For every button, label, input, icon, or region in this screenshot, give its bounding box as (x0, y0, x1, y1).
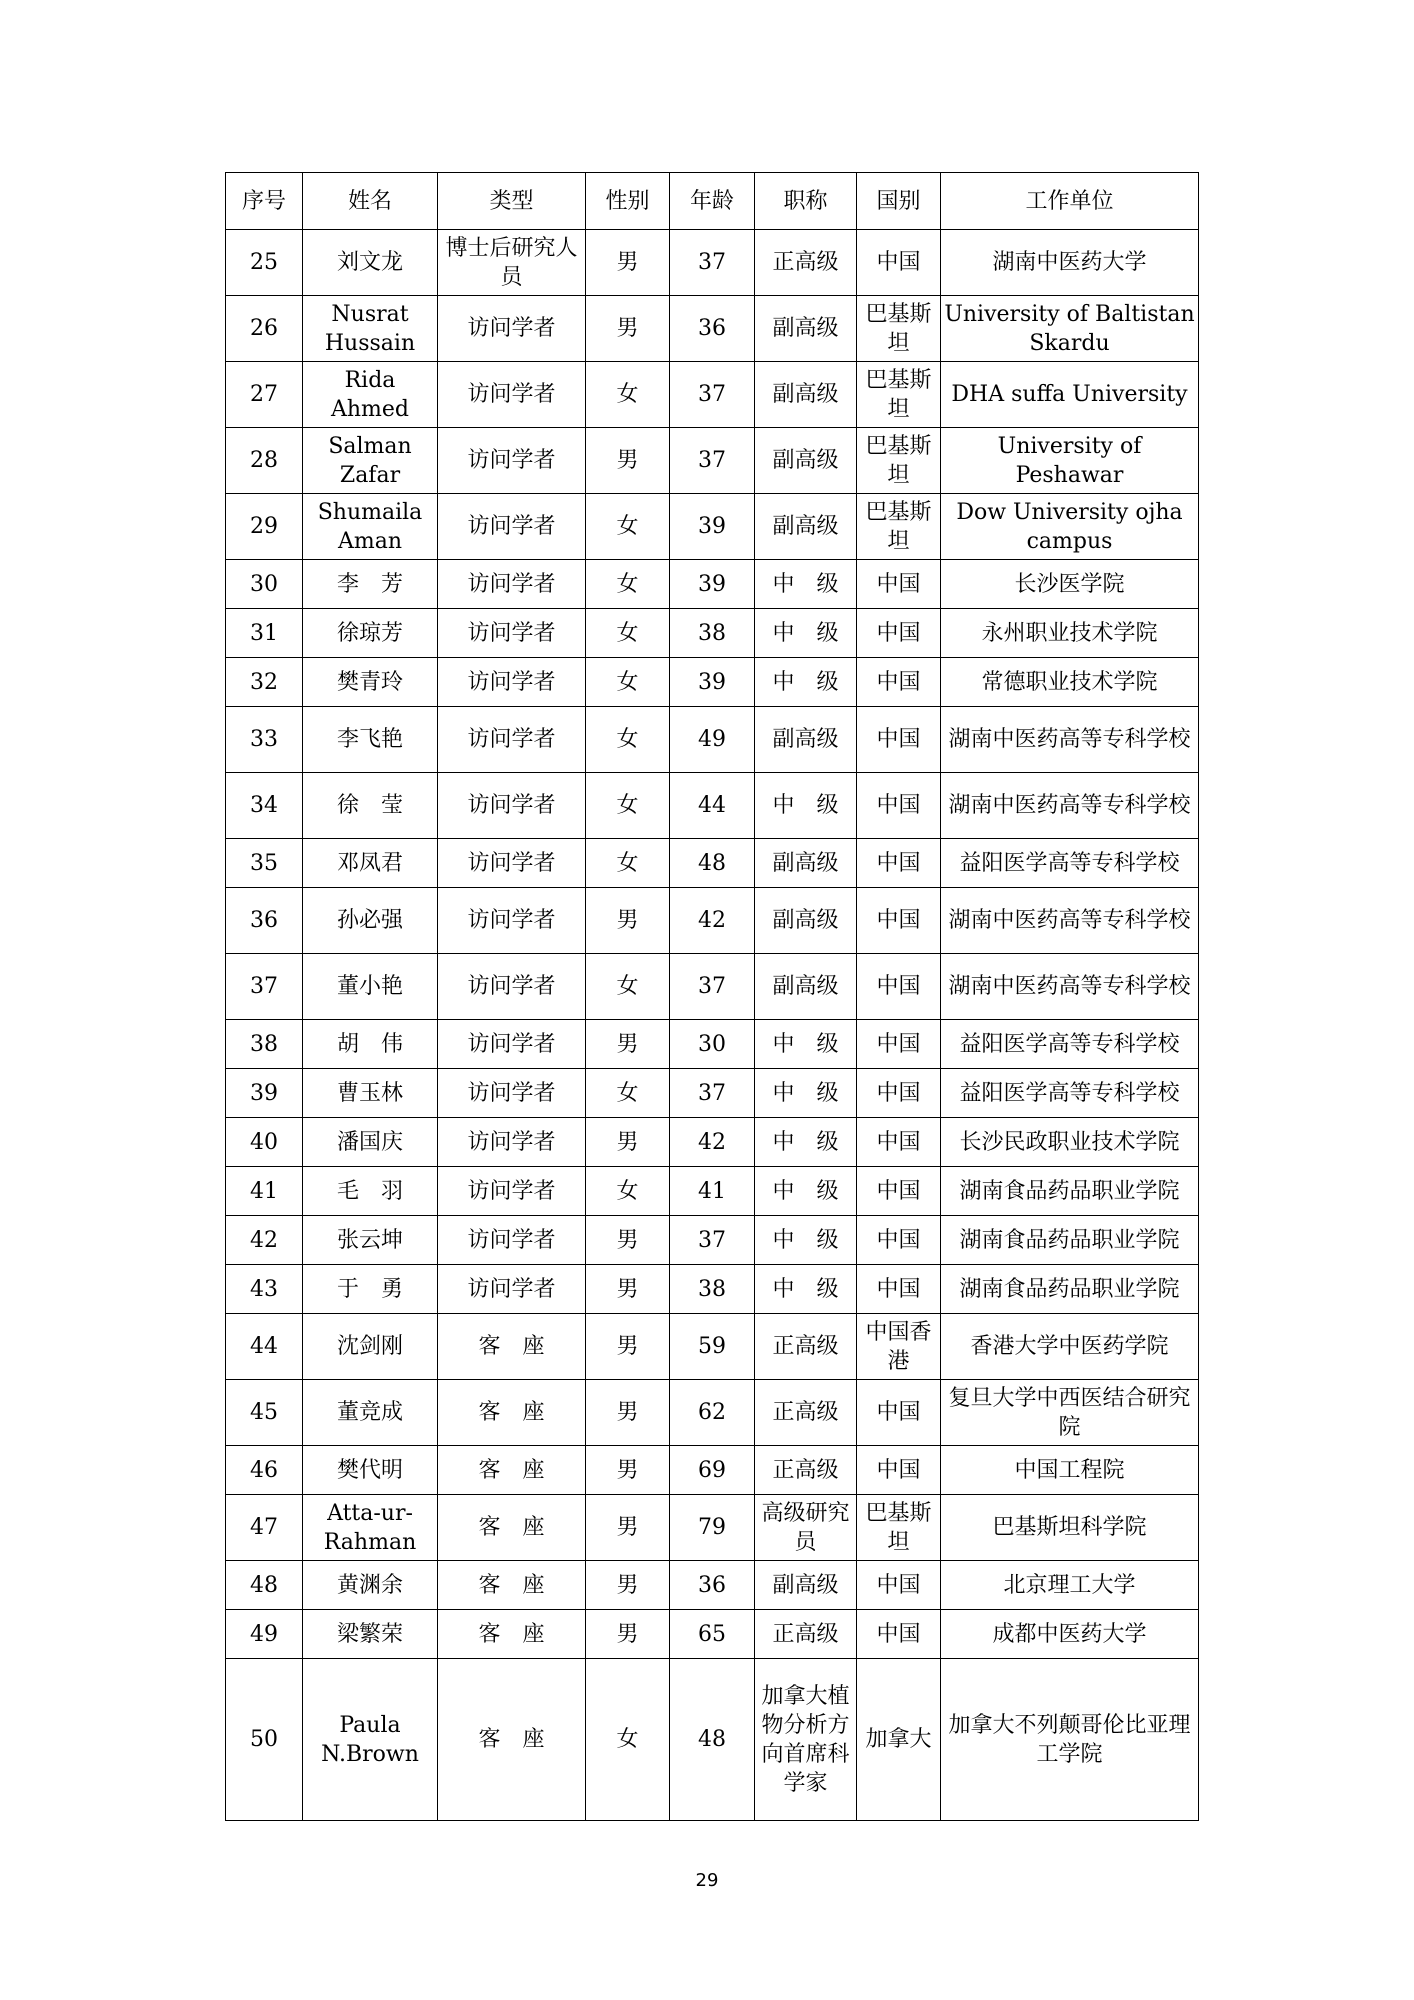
row-number-cell: 40 (226, 1118, 303, 1167)
row-title-cell: 正高级 (755, 230, 857, 296)
row-type-cell: 访问学者 (438, 1216, 586, 1265)
row-unit-cell: 长沙医学院 (941, 560, 1199, 609)
row-country-cell: 中国 (857, 1118, 941, 1167)
table-row (226, 1610, 1199, 1659)
row-type-cell: 访问学者 (438, 888, 586, 954)
row-title-cell: 副高级 (755, 296, 857, 362)
row-unit-cell: 益阳医学高等专科学校 (941, 1020, 1199, 1069)
row-age-cell: 39 (670, 658, 755, 707)
row-number-cell: 48 (226, 1561, 303, 1610)
row-number-cell: 46 (226, 1446, 303, 1495)
row-age-cell: 49 (670, 707, 755, 773)
row-name-cell: 李 芳 (303, 560, 438, 609)
row-gender-cell: 男 (586, 1265, 670, 1314)
row-gender-cell: 男 (586, 1118, 670, 1167)
row-title-cell: 副高级 (755, 1561, 857, 1610)
row-age-cell: 36 (670, 296, 755, 362)
row-age-cell: 37 (670, 230, 755, 296)
row-age-cell: 65 (670, 1610, 755, 1659)
row-country-cell: 中国香港 (857, 1314, 941, 1380)
row-name-cell: 樊青玲 (303, 658, 438, 707)
column-header-title: 职称 (755, 173, 857, 230)
row-title-cell: 正高级 (755, 1314, 857, 1380)
row-country-cell: 中国 (857, 1167, 941, 1216)
row-title-cell: 加拿大植物分析方向首席科学家 (755, 1659, 857, 1821)
column-header-number: 序号 (226, 173, 303, 230)
row-unit-cell: 香港大学中医药学院 (941, 1314, 1199, 1380)
row-type-cell: 访问学者 (438, 1167, 586, 1216)
row-number-cell: 29 (226, 494, 303, 560)
row-title-cell: 正高级 (755, 1610, 857, 1659)
row-gender-cell: 女 (586, 362, 670, 428)
row-name-cell: Nusrat Hussain (303, 296, 438, 362)
row-age-cell: 62 (670, 1380, 755, 1446)
row-type-cell: 访问学者 (438, 296, 586, 362)
row-gender-cell: 女 (586, 1167, 670, 1216)
table-row (226, 609, 1199, 658)
row-number-cell: 25 (226, 230, 303, 296)
row-number-cell: 43 (226, 1265, 303, 1314)
row-number-cell: 33 (226, 707, 303, 773)
row-name-cell: 李飞艳 (303, 707, 438, 773)
row-country-cell: 巴基斯坦 (857, 296, 941, 362)
row-number-cell: 31 (226, 609, 303, 658)
row-country-cell: 中国 (857, 1069, 941, 1118)
row-unit-cell: Dow University ojha campus (941, 494, 1199, 560)
row-unit-cell: 湖南中医药高等专科学校 (941, 954, 1199, 1020)
row-gender-cell: 女 (586, 839, 670, 888)
row-age-cell: 36 (670, 1561, 755, 1610)
row-type-cell: 客 座 (438, 1380, 586, 1446)
row-unit-cell: 北京理工大学 (941, 1561, 1199, 1610)
row-country-cell: 中国 (857, 609, 941, 658)
row-country-cell: 加拿大 (857, 1659, 941, 1821)
row-country-cell: 中国 (857, 1446, 941, 1495)
row-title-cell: 中 级 (755, 1216, 857, 1265)
row-age-cell: 37 (670, 428, 755, 494)
table-body (226, 230, 1199, 1821)
table-row (226, 1020, 1199, 1069)
row-name-cell: 樊代明 (303, 1446, 438, 1495)
row-type-cell: 访问学者 (438, 560, 586, 609)
row-gender-cell: 男 (586, 1446, 670, 1495)
row-gender-cell: 女 (586, 560, 670, 609)
row-type-cell: 访问学者 (438, 1265, 586, 1314)
table-row (226, 839, 1199, 888)
row-unit-cell: 益阳医学高等专科学校 (941, 839, 1199, 888)
row-title-cell: 中 级 (755, 1020, 857, 1069)
row-unit-cell: 益阳医学高等专科学校 (941, 1069, 1199, 1118)
row-gender-cell: 男 (586, 1495, 670, 1561)
row-age-cell: 42 (670, 1118, 755, 1167)
row-unit-cell: University of Peshawar (941, 428, 1199, 494)
row-unit-cell: 长沙民政职业技术学院 (941, 1118, 1199, 1167)
row-number-cell: 47 (226, 1495, 303, 1561)
row-gender-cell: 女 (586, 609, 670, 658)
column-header-type: 类型 (438, 173, 586, 230)
row-type-cell: 访问学者 (438, 707, 586, 773)
row-number-cell: 44 (226, 1314, 303, 1380)
table-row (226, 1216, 1199, 1265)
row-type-cell: 访问学者 (438, 1020, 586, 1069)
row-age-cell: 37 (670, 362, 755, 428)
row-country-cell: 中国 (857, 888, 941, 954)
row-country-cell: 中国 (857, 839, 941, 888)
row-title-cell: 中 级 (755, 1167, 857, 1216)
row-gender-cell: 男 (586, 888, 670, 954)
row-name-cell: 孙必强 (303, 888, 438, 954)
row-title-cell: 副高级 (755, 428, 857, 494)
row-title-cell: 副高级 (755, 707, 857, 773)
row-age-cell: 59 (670, 1314, 755, 1380)
row-gender-cell: 男 (586, 1380, 670, 1446)
row-unit-cell: 加拿大不列颠哥伦比亚理工学院 (941, 1659, 1199, 1821)
row-gender-cell: 男 (586, 1314, 670, 1380)
row-number-cell: 32 (226, 658, 303, 707)
row-age-cell: 48 (670, 839, 755, 888)
row-title-cell: 正高级 (755, 1446, 857, 1495)
row-number-cell: 42 (226, 1216, 303, 1265)
row-age-cell: 42 (670, 888, 755, 954)
row-country-cell: 中国 (857, 773, 941, 839)
table-row (226, 560, 1199, 609)
row-name-cell: 徐 莹 (303, 773, 438, 839)
table-row (226, 888, 1199, 954)
row-title-cell: 副高级 (755, 839, 857, 888)
row-country-cell: 中国 (857, 954, 941, 1020)
row-title-cell: 副高级 (755, 888, 857, 954)
row-number-cell: 49 (226, 1610, 303, 1659)
row-gender-cell: 男 (586, 1216, 670, 1265)
table-row (226, 658, 1199, 707)
table-row (226, 1446, 1199, 1495)
row-name-cell: Rida Ahmed (303, 362, 438, 428)
row-title-cell: 副高级 (755, 362, 857, 428)
row-name-cell: 毛 羽 (303, 1167, 438, 1216)
row-age-cell: 39 (670, 560, 755, 609)
row-age-cell: 30 (670, 1020, 755, 1069)
row-type-cell: 访问学者 (438, 658, 586, 707)
row-age-cell: 37 (670, 954, 755, 1020)
row-country-cell: 巴基斯坦 (857, 1495, 941, 1561)
row-age-cell: 39 (670, 494, 755, 560)
row-country-cell: 巴基斯坦 (857, 494, 941, 560)
row-type-cell: 访问学者 (438, 362, 586, 428)
row-name-cell: 董竞成 (303, 1380, 438, 1446)
table-row (226, 1495, 1199, 1561)
row-number-cell: 41 (226, 1167, 303, 1216)
row-gender-cell: 女 (586, 954, 670, 1020)
row-type-cell: 访问学者 (438, 428, 586, 494)
row-number-cell: 35 (226, 839, 303, 888)
row-unit-cell: 湖南中医药高等专科学校 (941, 707, 1199, 773)
row-number-cell: 39 (226, 1069, 303, 1118)
row-unit-cell: 成都中医药大学 (941, 1610, 1199, 1659)
row-gender-cell: 女 (586, 658, 670, 707)
row-gender-cell: 男 (586, 428, 670, 494)
row-country-cell: 中国 (857, 658, 941, 707)
row-country-cell: 巴基斯坦 (857, 428, 941, 494)
row-type-cell: 访问学者 (438, 954, 586, 1020)
row-gender-cell: 女 (586, 773, 670, 839)
row-title-cell: 中 级 (755, 609, 857, 658)
row-number-cell: 26 (226, 296, 303, 362)
row-type-cell: 访问学者 (438, 1118, 586, 1167)
row-age-cell: 48 (670, 1659, 755, 1821)
row-name-cell: 董小艳 (303, 954, 438, 1020)
row-name-cell: 梁繁荣 (303, 1610, 438, 1659)
row-gender-cell: 男 (586, 1020, 670, 1069)
row-age-cell: 38 (670, 1265, 755, 1314)
row-country-cell: 中国 (857, 1020, 941, 1069)
row-unit-cell: 常德职业技术学院 (941, 658, 1199, 707)
row-name-cell: 张云坤 (303, 1216, 438, 1265)
row-type-cell: 访问学者 (438, 609, 586, 658)
row-country-cell: 中国 (857, 707, 941, 773)
row-name-cell: Atta-ur-Rahman (303, 1495, 438, 1561)
row-name-cell: 曹玉林 (303, 1069, 438, 1118)
row-unit-cell: 湖南中医药高等专科学校 (941, 888, 1199, 954)
row-number-cell: 37 (226, 954, 303, 1020)
table-row (226, 1069, 1199, 1118)
table-row (226, 1561, 1199, 1610)
row-unit-cell: 中国工程院 (941, 1446, 1199, 1495)
row-number-cell: 38 (226, 1020, 303, 1069)
row-name-cell: Shumaila Aman (303, 494, 438, 560)
column-header-name: 姓名 (303, 173, 438, 230)
row-number-cell: 30 (226, 560, 303, 609)
row-age-cell: 69 (670, 1446, 755, 1495)
row-type-cell: 访问学者 (438, 494, 586, 560)
table-row (226, 1380, 1199, 1446)
row-type-cell: 博士后研究人员 (438, 230, 586, 296)
row-number-cell: 36 (226, 888, 303, 954)
table-row (226, 1167, 1199, 1216)
row-name-cell: 邓凤君 (303, 839, 438, 888)
table-row (226, 494, 1199, 560)
row-country-cell: 中国 (857, 1265, 941, 1314)
row-type-cell: 客 座 (438, 1446, 586, 1495)
row-type-cell: 客 座 (438, 1495, 586, 1561)
table-row (226, 954, 1199, 1020)
row-number-cell: 28 (226, 428, 303, 494)
table-row (226, 1118, 1199, 1167)
staff-table (225, 172, 1199, 1821)
page-number: 29 (695, 1870, 719, 1891)
table-header-row (226, 173, 1199, 230)
row-country-cell: 巴基斯坦 (857, 362, 941, 428)
row-title-cell: 副高级 (755, 954, 857, 1020)
table-row (226, 773, 1199, 839)
row-type-cell: 客 座 (438, 1659, 586, 1821)
row-unit-cell: 湖南食品药品职业学院 (941, 1265, 1199, 1314)
row-name-cell: 徐琼芳 (303, 609, 438, 658)
row-gender-cell: 男 (586, 1561, 670, 1610)
row-age-cell: 37 (670, 1069, 755, 1118)
row-title-cell: 中 级 (755, 773, 857, 839)
row-age-cell: 79 (670, 1495, 755, 1561)
row-unit-cell: DHA suffa University (941, 362, 1199, 428)
row-title-cell: 正高级 (755, 1380, 857, 1446)
row-gender-cell: 男 (586, 230, 670, 296)
row-type-cell: 客 座 (438, 1610, 586, 1659)
table-row (226, 1314, 1199, 1380)
column-header-gender: 性别 (586, 173, 670, 230)
row-number-cell: 34 (226, 773, 303, 839)
row-country-cell: 中国 (857, 230, 941, 296)
table-row (226, 362, 1199, 428)
column-header-unit: 工作单位 (941, 173, 1199, 230)
row-name-cell: 沈剑刚 (303, 1314, 438, 1380)
row-gender-cell: 男 (586, 296, 670, 362)
row-title-cell: 中 级 (755, 658, 857, 707)
column-header-age: 年龄 (670, 173, 755, 230)
row-name-cell: 胡 伟 (303, 1020, 438, 1069)
row-title-cell: 中 级 (755, 560, 857, 609)
row-number-cell: 45 (226, 1380, 303, 1446)
row-age-cell: 41 (670, 1167, 755, 1216)
row-type-cell: 访问学者 (438, 773, 586, 839)
row-unit-cell: 巴基斯坦科学院 (941, 1495, 1199, 1561)
row-gender-cell: 男 (586, 1610, 670, 1659)
row-name-cell: 于 勇 (303, 1265, 438, 1314)
table-row (226, 1265, 1199, 1314)
row-unit-cell: 湖南中医药大学 (941, 230, 1199, 296)
row-gender-cell: 女 (586, 1069, 670, 1118)
row-age-cell: 37 (670, 1216, 755, 1265)
table-row (226, 296, 1199, 362)
row-unit-cell: 永州职业技术学院 (941, 609, 1199, 658)
row-country-cell: 中国 (857, 1561, 941, 1610)
row-type-cell: 访问学者 (438, 1069, 586, 1118)
table-row (226, 230, 1199, 296)
row-gender-cell: 女 (586, 494, 670, 560)
row-gender-cell: 女 (586, 707, 670, 773)
table-row (226, 707, 1199, 773)
row-name-cell: 刘文龙 (303, 230, 438, 296)
row-country-cell: 中国 (857, 560, 941, 609)
row-gender-cell: 女 (586, 1659, 670, 1821)
row-title-cell: 高级研究员 (755, 1495, 857, 1561)
row-unit-cell: 湖南食品药品职业学院 (941, 1167, 1199, 1216)
table-row (226, 1659, 1199, 1821)
row-type-cell: 客 座 (438, 1561, 586, 1610)
table-row (226, 428, 1199, 494)
row-unit-cell: 湖南食品药品职业学院 (941, 1216, 1199, 1265)
row-name-cell: 潘国庆 (303, 1118, 438, 1167)
row-country-cell: 中国 (857, 1216, 941, 1265)
row-country-cell: 中国 (857, 1380, 941, 1446)
row-unit-cell: 复旦大学中西医结合研究院 (941, 1380, 1199, 1446)
row-country-cell: 中国 (857, 1610, 941, 1659)
row-unit-cell: University of Baltistan Skardu (941, 296, 1199, 362)
row-type-cell: 客 座 (438, 1314, 586, 1380)
row-unit-cell: 湖南中医药高等专科学校 (941, 773, 1199, 839)
row-age-cell: 44 (670, 773, 755, 839)
row-type-cell: 访问学者 (438, 839, 586, 888)
row-title-cell: 中 级 (755, 1069, 857, 1118)
row-title-cell: 副高级 (755, 494, 857, 560)
row-name-cell: Salman Zafar (303, 428, 438, 494)
column-header-country: 国别 (857, 173, 941, 230)
row-name-cell: 黄渊余 (303, 1561, 438, 1610)
row-title-cell: 中 级 (755, 1118, 857, 1167)
row-number-cell: 50 (226, 1659, 303, 1821)
row-name-cell: Paula N.Brown (303, 1659, 438, 1821)
row-number-cell: 27 (226, 362, 303, 428)
row-age-cell: 38 (670, 609, 755, 658)
row-title-cell: 中 级 (755, 1265, 857, 1314)
